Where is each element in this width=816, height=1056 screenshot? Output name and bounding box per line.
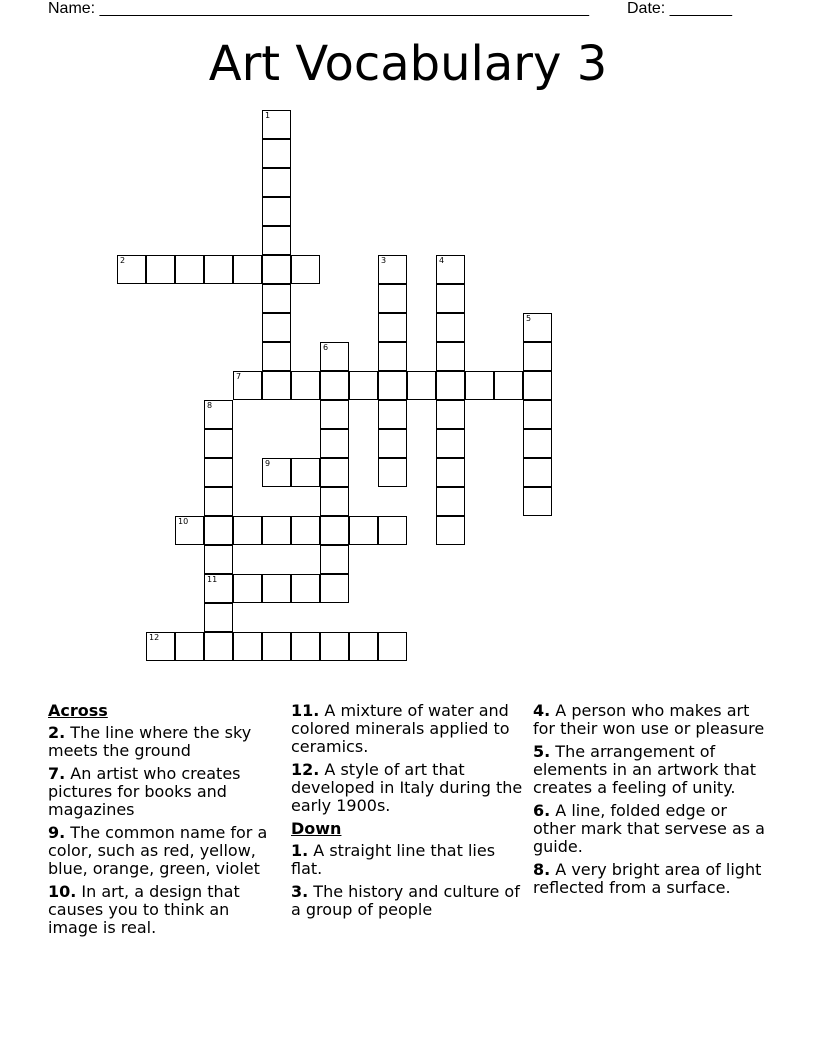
grid-cell[interactable] <box>436 487 465 516</box>
down-clue-3: 3. The history and culture of a group of people <box>291 882 520 919</box>
grid-cell[interactable] <box>262 226 291 255</box>
grid-cell[interactable] <box>291 458 320 487</box>
grid-cell[interactable] <box>436 371 465 400</box>
grid-cell[interactable] <box>320 458 349 487</box>
grid-cell[interactable] <box>262 168 291 197</box>
grid-cell[interactable] <box>523 400 552 429</box>
grid-cell[interactable] <box>146 255 175 284</box>
name-label: Name: <box>48 0 96 17</box>
clue-number: 6 <box>323 343 329 352</box>
across-clue-10: 10. In art, a design that causes you to think an image is real. <box>48 882 240 937</box>
grid-cell[interactable] <box>204 545 233 574</box>
grid-cell[interactable] <box>204 255 233 284</box>
grid-cell[interactable] <box>378 342 407 371</box>
grid-cell[interactable] <box>146 632 175 661</box>
grid-cell[interactable] <box>378 458 407 487</box>
grid-cell[interactable] <box>320 342 349 371</box>
grid-cell[interactable] <box>117 255 146 284</box>
grid-cell[interactable] <box>523 458 552 487</box>
grid-cell[interactable] <box>204 487 233 516</box>
grid-cell[interactable] <box>523 371 552 400</box>
grid-cell[interactable] <box>204 603 233 632</box>
grid-cell[interactable] <box>204 516 233 545</box>
grid-cell[interactable] <box>436 429 465 458</box>
grid-cell[interactable] <box>349 371 378 400</box>
grid-cell[interactable] <box>320 632 349 661</box>
across-clue-12: 12. A style of art that developed in Italy during the early 1900s. <box>291 760 523 815</box>
grid-cell[interactable] <box>204 574 233 603</box>
grid-cell[interactable] <box>233 574 262 603</box>
grid-cell[interactable] <box>436 255 465 284</box>
grid-cell[interactable] <box>233 516 262 545</box>
grid-cell[interactable] <box>378 313 407 342</box>
grid-cell[interactable] <box>291 516 320 545</box>
grid-cell[interactable] <box>465 371 494 400</box>
grid-cell[interactable] <box>291 632 320 661</box>
grid-cell[interactable] <box>262 139 291 168</box>
grid-cell[interactable] <box>262 284 291 313</box>
grid-cell[interactable] <box>436 284 465 313</box>
down-clue-5: 5. The arrangement of elements in an artwork that creates a feeling of unity. <box>533 742 757 797</box>
clue-number: 1 <box>265 111 271 120</box>
grid-cell[interactable] <box>262 313 291 342</box>
down-clue-6: 6. A line, folded edge or other mark that servese as a guide. <box>533 801 765 856</box>
down-clue-1: 1. A straight line that lies flat. <box>291 841 496 878</box>
grid-cell[interactable] <box>204 632 233 661</box>
grid-cell[interactable] <box>262 458 291 487</box>
grid-cell[interactable] <box>262 342 291 371</box>
grid-cell[interactable] <box>262 371 291 400</box>
grid-cell[interactable] <box>204 429 233 458</box>
grid-cell[interactable] <box>378 429 407 458</box>
grid-cell[interactable] <box>523 313 552 342</box>
grid-cell[interactable] <box>320 487 349 516</box>
grid-cell[interactable] <box>378 284 407 313</box>
grid-cell[interactable] <box>233 632 262 661</box>
grid-cell[interactable] <box>175 255 204 284</box>
grid-cell[interactable] <box>320 574 349 603</box>
clue-number: 4 <box>439 256 445 265</box>
down-clue-4: 4. A person who makes art for their won use or pleasure <box>533 701 765 738</box>
across-clue-11: 11. A mixture of water and colored minerals applied to ceramics. <box>291 701 510 756</box>
name-blank[interactable]: _______________________________________________________ <box>99 0 589 17</box>
grid-cell[interactable] <box>523 429 552 458</box>
across-clue-7: 7. An artist who creates pictures for books and magazines <box>48 764 241 819</box>
grid-cell[interactable] <box>407 371 436 400</box>
clues-column-3 <box>533 702 769 902</box>
grid-cell[interactable] <box>262 110 291 139</box>
grid-cell[interactable] <box>262 632 291 661</box>
grid-cell[interactable] <box>320 371 349 400</box>
grid-cell[interactable] <box>378 632 407 661</box>
grid-cell[interactable] <box>291 371 320 400</box>
grid-cell[interactable] <box>233 255 262 284</box>
grid-cell[interactable] <box>320 516 349 545</box>
date-blank[interactable]: _______ <box>669 0 732 17</box>
grid-cell[interactable] <box>320 429 349 458</box>
grid-cell[interactable] <box>175 516 204 545</box>
grid-cell[interactable] <box>233 371 262 400</box>
grid-cell[interactable] <box>494 371 523 400</box>
across-heading: Across <box>48 701 108 720</box>
down-heading: Down <box>291 819 342 838</box>
clue-number: 3 <box>381 256 387 265</box>
clue-number: 2 <box>120 256 126 265</box>
grid-cell[interactable] <box>436 313 465 342</box>
clue-number: 8 <box>207 401 213 410</box>
grid-cell[interactable] <box>320 545 349 574</box>
clues-column-1 <box>48 702 284 942</box>
across-clue-9: 9. The common name for a color, such as red, yellow, blue, orange, green, violet <box>48 823 268 878</box>
clue-number: 10 <box>178 517 189 526</box>
grid-cell[interactable] <box>378 400 407 429</box>
grid-cell[interactable] <box>349 516 378 545</box>
grid-cell[interactable] <box>436 400 465 429</box>
clue-number: 7 <box>236 372 242 381</box>
grid-cell[interactable] <box>291 574 320 603</box>
clue-number: 5 <box>526 314 532 323</box>
grid-cell[interactable] <box>378 255 407 284</box>
grid-cell[interactable] <box>204 458 233 487</box>
grid-cell[interactable] <box>204 400 233 429</box>
grid-cell[interactable] <box>436 516 465 545</box>
grid-cell[interactable] <box>523 342 552 371</box>
grid-cell[interactable] <box>262 255 291 284</box>
grid-cell[interactable] <box>291 255 320 284</box>
grid-cell[interactable] <box>175 632 204 661</box>
grid-cell[interactable] <box>378 516 407 545</box>
clue-number: 9 <box>265 459 271 468</box>
across-clue-2: 2. The line where the sky meets the ground <box>48 723 252 760</box>
down-clue-8: 8. A very bright area of light reflected from a surface. <box>533 860 762 897</box>
grid-cell[interactable] <box>523 487 552 516</box>
grid-cell[interactable] <box>436 342 465 371</box>
clues-column-2 <box>291 702 527 924</box>
grid-cell[interactable] <box>436 458 465 487</box>
grid-cell[interactable] <box>262 197 291 226</box>
page-title: Art Vocabulary 3 <box>208 36 608 92</box>
clue-number: 11 <box>207 575 218 584</box>
date-label: Date: <box>627 0 666 17</box>
grid-cell[interactable] <box>349 632 378 661</box>
clue-number: 12 <box>149 633 160 642</box>
grid-cell[interactable] <box>262 516 291 545</box>
grid-cell[interactable] <box>378 371 407 400</box>
grid-cell[interactable] <box>262 574 291 603</box>
grid-cell[interactable] <box>320 400 349 429</box>
